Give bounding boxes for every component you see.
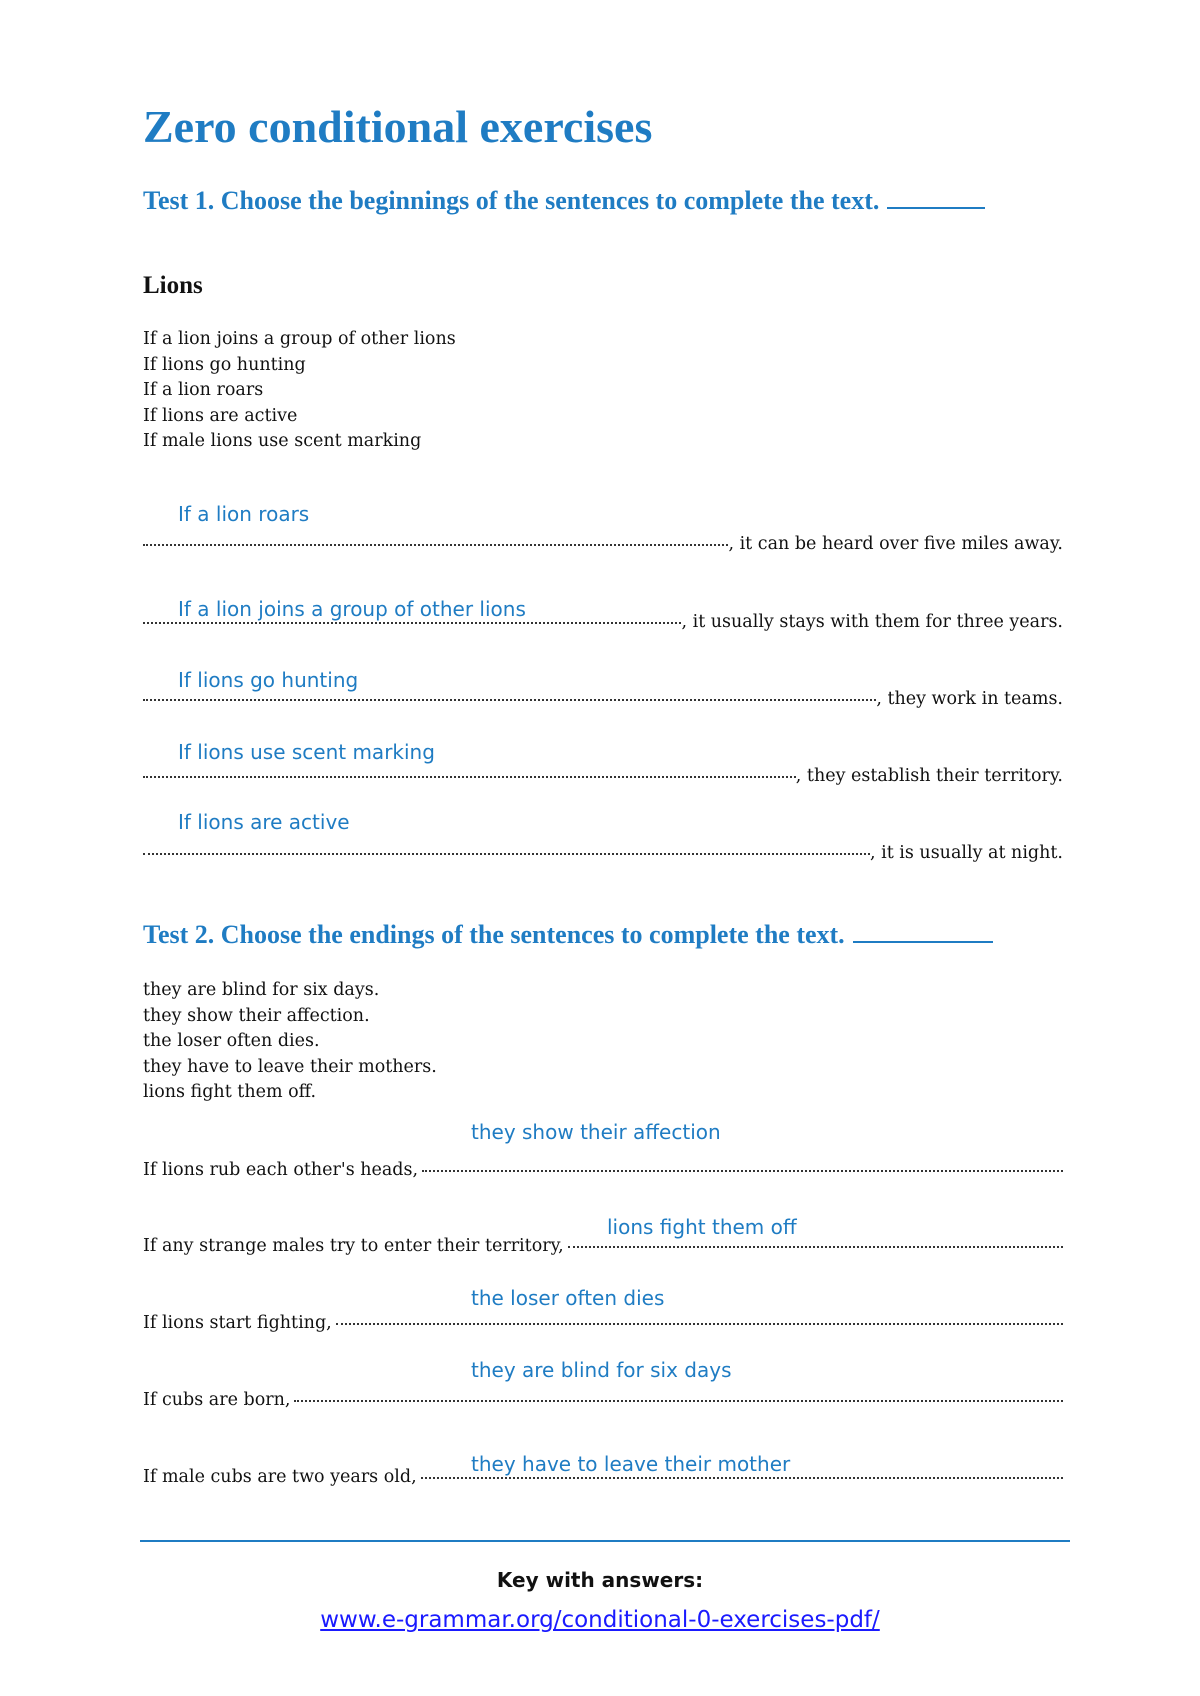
test2-score-blank [853,921,993,943]
test2-option: they show their affection. [143,1005,370,1026]
sentence-ending: , they establish their territory. [795,766,1063,786]
answer-blank [143,776,796,778]
test1-score-blank [887,187,985,209]
test2-option: they have to leave their mothers. [143,1056,437,1077]
test1-item-1 [143,534,1063,554]
test2-answer-5: they have to leave their mother [471,1452,791,1476]
footer-divider [140,1540,1070,1542]
test2-option: lions fight them off. [143,1082,317,1102]
test1-item-5 [143,843,1063,863]
test1-item-4 [143,766,1063,786]
test2-item-1 [143,1160,1063,1180]
test2-item-2 [143,1236,1063,1256]
sentence-ending: , it usually stays with them for three years. [681,612,1063,632]
test2-answer-1: they show their affection [471,1120,721,1144]
test1-section-title: Lions [143,272,203,299]
test2-heading [143,920,993,950]
sentence-beginning: If male cubs are two years old, [143,1467,417,1487]
sentence-ending: , they work in teams. [876,689,1063,709]
test2-item-3 [143,1313,1063,1333]
test2-option: the loser often dies. [143,1031,320,1051]
test2-item-4 [143,1390,1063,1410]
test1-option: If a lion roars [143,380,264,400]
test1-answer-2: If a lion joins a group of other lions [178,597,526,621]
test1-options-list [143,327,456,455]
test1-item-3 [143,689,1063,709]
page-title: Zero conditional exercises [143,101,653,152]
test1-item-2 [143,612,1063,632]
test1-heading-text: Test 1. Choose the beginnings of the sentences to complete the text. [143,186,880,215]
test2-options-list [143,978,437,1106]
test1-heading [143,186,985,216]
sentence-beginning: If any strange males try to enter their territory, [143,1236,564,1256]
answer-blank [421,1477,1063,1479]
answer-blank [143,699,876,701]
test2-item-5 [143,1467,1063,1487]
test2-heading-text: Test 2. Choose the endings of the sentences to complete the text. [143,920,845,949]
answer-blank [143,853,870,855]
test1-option: If male lions use scent marking [143,431,422,451]
answer-blank [568,1246,1063,1248]
sentence-ending: , it can be heard over five miles away. [728,534,1063,554]
test1-option: If a lion joins a group of other lions [143,329,456,349]
test1-answer-3: If lions go hunting [178,668,359,692]
test2-answer-3: the loser often dies [471,1286,665,1310]
test2-answer-2: lions fight them off [607,1215,797,1239]
sentence-beginning: If cubs are born, [143,1390,291,1410]
answer-blank [143,544,728,546]
sentence-beginning: If lions rub each other's heads, [143,1160,419,1180]
test1-option: If lions are active [143,405,298,426]
sentence-beginning: If lions start fighting, [143,1313,332,1333]
answer-key-label: Key with answers: [496,1568,704,1592]
test2-answer-4: they are blind for six days [471,1358,732,1382]
answer-key-link-container [0,1607,1200,1633]
sentence-ending: , it is usually at night. [869,843,1063,863]
test1-answer-1: If a lion roars [178,502,310,526]
test2-option: they are blind for six days. [143,980,380,1000]
test1-option: If lions go hunting [143,354,306,375]
test1-answer-5: If lions are active [178,810,350,834]
answer-blank [422,1170,1063,1172]
answer-blank [294,1400,1063,1402]
answer-blank [143,622,681,624]
answer-key-link[interactable]: www.e-grammar.org/conditional-0-exercises-pdf/ [320,1607,880,1633]
answer-blank [336,1323,1063,1325]
test1-answer-4: If lions use scent marking [178,740,435,764]
